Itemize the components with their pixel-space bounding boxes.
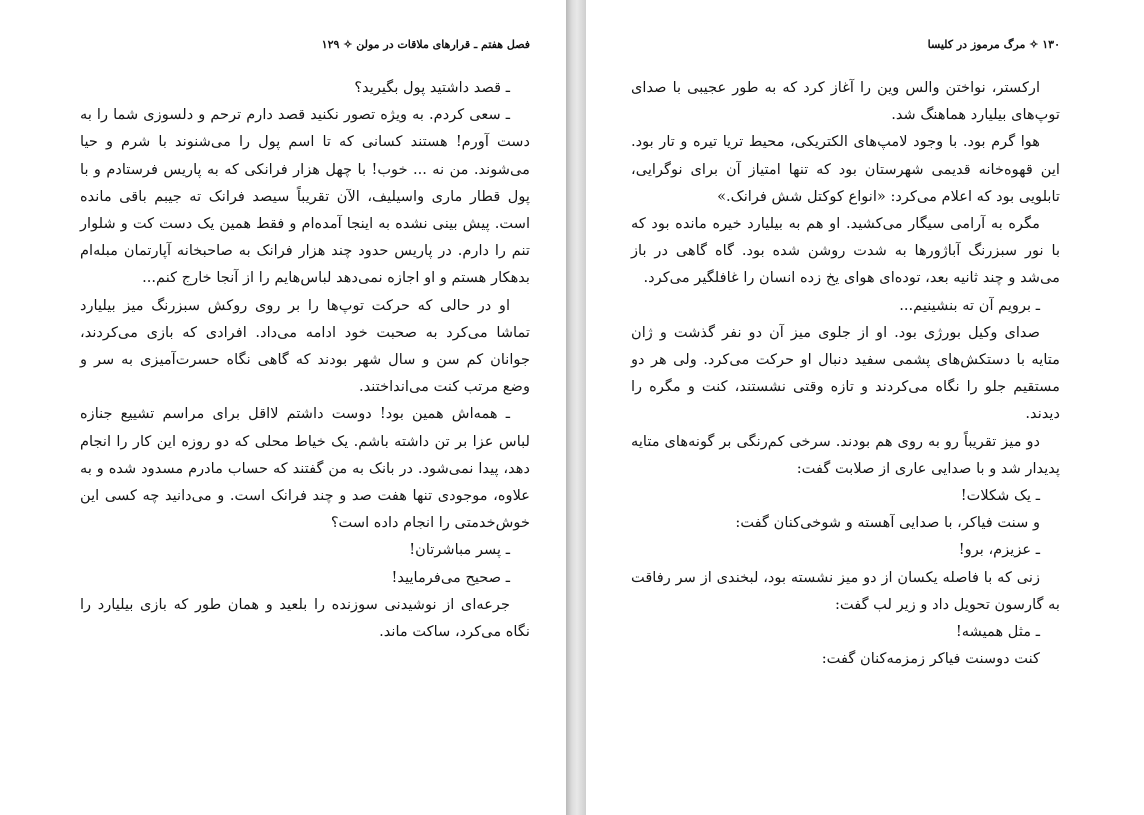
paragraph: دو میز تقریباً رو به روی هم بودند. سرخی کم‌رنگی بر گونه‌های متایه پدیدار شد و با صدایی عاری از صلابت گفت: xyxy=(631,432,1060,477)
paragraph: ـ سعی کردم. به ویژه تصور نکنید قصد دارم ترحم و دلسوزی شما را به دست آورم! هستند کسانی که تا اسم پول را می‌شنوند با شرم و حیا می‌شوند. من نه ... خوب! با چهل هزار فرانکی که به پاریس فرستادم و با پول قطار ماری واسیلیف، الآن تقریباً سیصد فرانک ته جیبم باقی مانده است. پیش بینی نشده به اینجا آمده‌ام و فقط همین یک دست کت و شلوار تنم را دارم. در پاریس حدود چند هزار فرانک به صاحبخانه آپارتمان مبله‌ام بدهکار هستم و او اجازه نمی‌دهد لباس‌هایم را از آنجا خارج کنم... xyxy=(80,106,530,287)
paragraph: ـ مثل همیشه! xyxy=(955,623,1040,641)
paragraph: جرعه‌ای از نوشیدنی سوزنده را بلعید و همان طور که بازی بیلیارد را نگاه می‌کرد، ساکت ماند. xyxy=(80,595,530,641)
paragraph: او در حالی که حرکت توپ‌ها را بر روی روکش سبزرنگ میز بیلیارد تماشا می‌کرد به صحبت خود ادامه می‌داد. افرادی که بازی می‌کردند، جوانان کم سن و سال شهر بودند که گاهی نگاه حسرت‌آمیزی به سر و وضع مرتب کنت می‌انداختند. xyxy=(80,296,530,396)
paragraph: هوا گرم بود. با وجود لامپ‌های الکتریکی، محیط تریا تیره و تار بود. این قهوه‌خانه قدیمی شهرستان بود که تنها امتیاز آن برای نوگرایی، تابلویی بود که اعلام می‌کرد: «انواع کوکتل شش فرانک.» xyxy=(631,133,1060,205)
paragraph: ـ همه‌اش همین بود! دوست داشتم لااقل برای مراسم تشییع جنازه لباس عزا بر تن داشته باشم. یک خیاط محلی که دو روزه این کار را انجام دهد، پیدا نمی‌شود. در بانک به من گفتند که حساب مادرم مسدود شده و به علاوه، موجودی تنها هفت صد و چند فرانک است. و می‌دانید چه کسی این خوش‌خدمتی را انجام داده است؟ xyxy=(80,405,530,532)
right-running-head: ۱۳۰ ✧ مرگ مرموز در کلیسا xyxy=(927,38,1060,51)
paragraph: ـ قصد داشتید پول بگیرید؟ xyxy=(354,79,510,96)
paragraph: ارکستر، نواختن والس وین را آغاز کرد که به طور عجیبی با صدای توپ‌های بیلیارد هماهنگ شد. xyxy=(631,79,1060,124)
paragraph: ـ یک شکلات! xyxy=(960,487,1040,505)
right-book-page xyxy=(586,0,1144,815)
right-page-header xyxy=(631,38,1060,51)
left-page-body xyxy=(80,74,530,645)
paragraph: ـ پسر مباشرتان! xyxy=(409,541,510,559)
paragraph: و سنت فیاکر، با صدایی آهسته و شوخی‌کنان گفت: xyxy=(735,514,1040,532)
left-running-head: فصل هفتم ـ قرارهای ملاقات در مولن ✧ ۱۲۹ xyxy=(321,38,530,51)
left-book-page xyxy=(0,0,566,815)
book-spine-gutter xyxy=(566,0,586,815)
paragraph: کنت دوسنت فیاکر زمزمه‌کنان گفت: xyxy=(821,650,1040,668)
paragraph: ـ برویم آن ته بنشینیم... xyxy=(899,296,1040,314)
paragraph: ـ صحیح می‌فرمایید! xyxy=(391,568,510,586)
paragraph: زنی که با فاصله یکسان از دو میز نشسته بود، لبخندی از سر رفاقت به گارسون تحویل داد و زیر لب گفت: xyxy=(631,568,1060,613)
left-page-header xyxy=(80,38,530,51)
right-page-body xyxy=(631,74,1060,672)
paragraph: صدای وکیل بورژی بود. او از جلوی میز آن دو نفر گذشت و ژان متایه با دستکش‌های پشمی سفید دنبال او حرکت می‌کرد. ولی هر دو مستقیم جلو را نگاه می‌کردند و تازه وقتی نشستند، کنت و مگره را دیدند. xyxy=(631,323,1060,423)
paragraph: ـ عزیزم، برو! xyxy=(958,541,1040,559)
paragraph: مگره به آرامی سیگار می‌کشید. او هم به بیلیارد خیره مانده بود که با نور سبزرنگ آباژورها به شدت روشن شده بود. گاه گاهی در باز می‌شد و چند ثانیه بعد، توده‌ای هوای یخ زده انسان را غافلگیر می‌کرد. xyxy=(631,215,1060,287)
